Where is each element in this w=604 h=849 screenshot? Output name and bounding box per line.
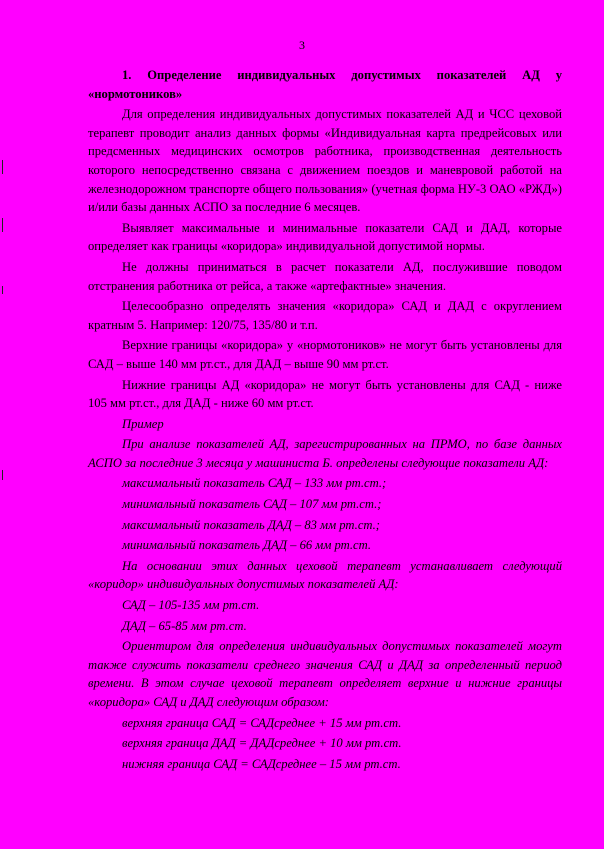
example-line: максимальный показатель ДАД – 83 мм рт.ст.; [122, 517, 380, 532]
page-number: 3 [299, 38, 305, 52]
example-label: Пример [122, 416, 164, 431]
paragraph: Нижние границы АД «коридора» не могут быть установлены для САД - ниже 105 мм рт.ст., для ДАД - ниже 60 мм рт.ст. [88, 377, 562, 411]
paragraph: Выявляет максимальные и минимальные показатели САД и ДАД, которые определяет как границы «коридора» индивидуальной допустимой нормы. [88, 220, 562, 254]
paragraph: Верхние границы «коридора» у «нормотоников» не могут быть установлены для САД – выше 140 мм рт.ст., для ДАД – выше 90 мм рт.ст. [88, 338, 562, 371]
corridor-line: САД – 105-135 мм рт.ст. [122, 598, 260, 613]
corridor-line: ДАД – 65-85 мм рт.ст. [122, 618, 247, 633]
example-line: минимальный показатель ДАД – 66 мм рт.ст. [122, 538, 372, 553]
example-line: максимальный показатель САД – 133 мм рт.ст.; [122, 476, 387, 491]
margin-mark [2, 160, 3, 174]
example-line: минимальный показатель САД – 107 мм рт.ст.; [122, 497, 382, 512]
margin-mark [2, 286, 3, 294]
document-body [88, 66, 562, 775]
formula-line: нижняя граница САД = САДсреднее – 15 мм рт.ст. [122, 756, 401, 771]
paragraph: Для определения индивидуальных допустимых показателей АД и ЧСС цеховой терапевт проводит анализ данных формы «Индивидуальная карта предрейсовых или предсменных медицинских осмотров работника, производственная деятельность которого непосредственно связана с движением поездов и маневровой работой на железнодорожном транспорте общего пользования» (учетная форма НУ-3 ОАО «РЖД») и/или базы данных АСПО за последние 6 месяцев. [88, 107, 562, 215]
example-intro: При анализе показателей АД, зарегистрированных на ПРМО, по базе данных АСПО за последние 3 месяца у машиниста Б. определены следующие показатели АД: [88, 437, 562, 470]
orientation-paragraph: Ориентиром для определения индивидуальных допустимых показателей могут также служить показатели среднего значения САД и ДАД за определенный период времени. В этом случае цеховой терапевт определяет верхние и нижние границы «коридора» САД и ДАД следующим образом: [88, 639, 562, 709]
formula-line: верхняя граница САД = САДсреднее + 15 мм рт.ст. [122, 715, 402, 730]
paragraph: Не должны приниматься в расчет показатели АД, послужившие поводом отстранения работника от рейса, а также «артефактные» значения. [88, 259, 562, 293]
paragraph: Целесообразно определять значения «коридора» САД и ДАД с округлением кратным 5. Например: 120/75, 135/80 и т.п. [88, 299, 562, 332]
margin-mark [2, 470, 3, 480]
example-conclusion: На основании этих данных цеховой терапевт устанавливает следующий «коридор» индивидуальных допустимых показателей АД: [88, 558, 562, 592]
formula-line: верхняя граница ДАД = ДАДсреднее + 10 мм рт.ст. [122, 736, 402, 751]
section-heading: 1. Определение индивидуальных допустимых показателей АД у «нормотоников» [88, 68, 562, 101]
margin-mark [2, 218, 3, 232]
